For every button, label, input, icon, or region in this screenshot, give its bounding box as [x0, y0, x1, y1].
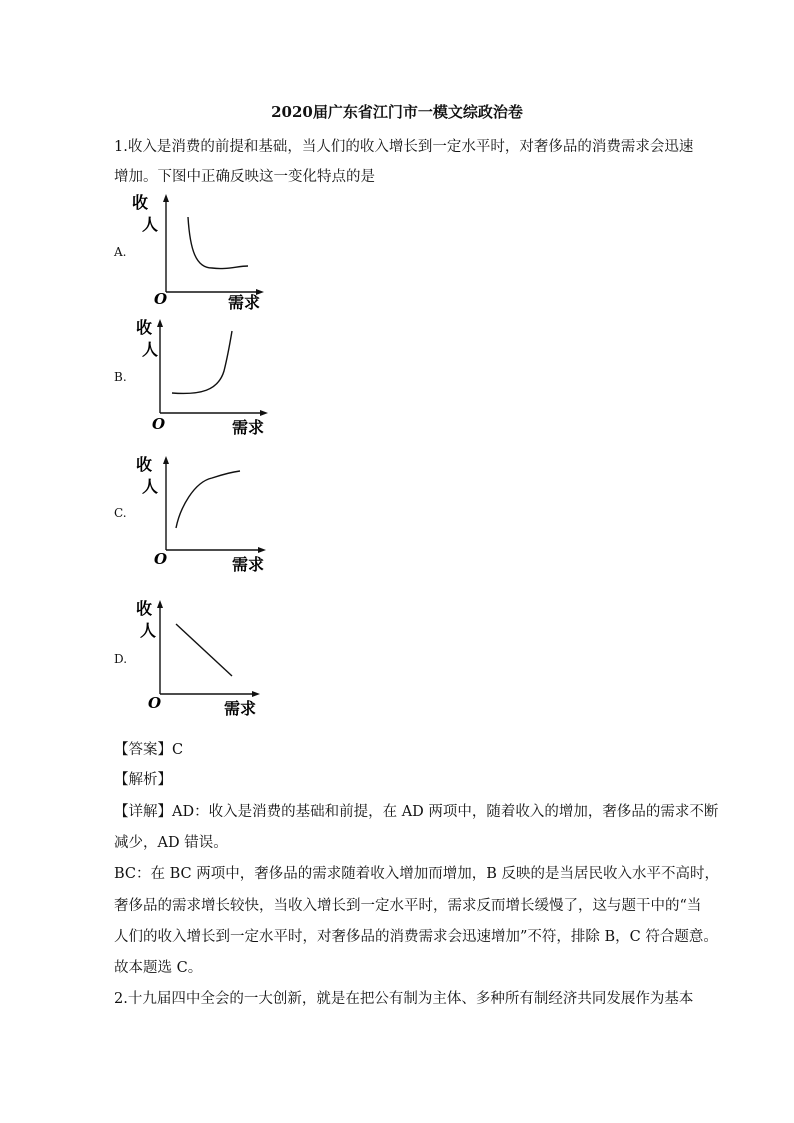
option-c-graph [136, 452, 280, 577]
x-label: 需求 [232, 555, 265, 574]
question-2-line-1: 2.十九届四中全会的一大创新，就是在把公有制为主体、多种所有制经济共同发展作为基本 [114, 991, 694, 1007]
option-c-label: C. [114, 506, 127, 520]
option-a-graph [132, 190, 280, 315]
y-label-top: 收 [132, 193, 149, 212]
question-1-line-2: 增加。下图中正确反映这一变化特点的是 [114, 169, 375, 185]
curve-d [176, 624, 232, 676]
option-b-label: B. [114, 370, 127, 384]
detail-line-2: 减少，AD 错误。 [114, 835, 228, 851]
y-axis-arrow [157, 600, 163, 608]
origin-label: O [154, 550, 168, 568]
y-axis-arrow [163, 194, 169, 202]
document-title: 2020届广东省江门市一模文综政治卷 [271, 103, 523, 121]
y-axis-arrow [157, 319, 163, 327]
y-label-top: 收 [136, 318, 153, 337]
option-b-graph [136, 315, 280, 440]
bc-line-2: 奢侈品的需求增长较快，当收入增长到一定水平时，需求反而增长缓慢了，这与题干中的“当 [114, 898, 702, 914]
y-label-top: 收 [136, 599, 153, 618]
origin-label: O [148, 694, 162, 712]
x-axis-arrow [252, 691, 260, 697]
origin-label: O [154, 290, 168, 308]
bc-line-1: BC：在 BC 两项中，奢侈品的需求随着收入增加而增加，B 反映的是当居民收入水平不高时， [114, 866, 720, 882]
x-axis-arrow [260, 410, 268, 416]
x-label: 需求 [228, 293, 261, 312]
question-1-line-1: 1.收入是消费的前提和基础，当人们的收入增长到一定水平时，对奢侈品的消费需求会迅速 [114, 139, 694, 155]
option-a-label: A. [114, 245, 127, 259]
bc-line-3: 人们的收入增长到一定水平时，对奢侈品的消费需求会迅速增加”不符，排除 B，C 符合题意。 [114, 929, 718, 945]
detail-line-1: 【详解】AD：收入是消费的基础和前提，在 AD 两项中，随着收入的增加，奢侈品的需求不断 [114, 804, 719, 820]
curve-b [172, 331, 232, 393]
x-label: 需求 [224, 699, 257, 718]
x-axis-arrow [258, 547, 266, 553]
x-label: 需求 [232, 418, 265, 437]
conclusion: 故本题选 C。 [114, 960, 203, 976]
option-d-label: D. [114, 652, 128, 666]
y-label-top: 收 [136, 455, 153, 474]
curve-a [188, 217, 248, 269]
y-label-bottom: 人 [140, 621, 157, 640]
option-d-graph [136, 596, 280, 721]
answer: 【答案】C [114, 742, 184, 758]
origin-label: O [152, 415, 166, 433]
y-axis-arrow [163, 456, 169, 464]
y-label-bottom: 人 [142, 477, 159, 496]
curve-c [176, 471, 240, 528]
y-label-bottom: 人 [142, 340, 159, 359]
analysis-heading: 【解析】 [114, 772, 172, 788]
y-label-bottom: 人 [142, 215, 159, 234]
